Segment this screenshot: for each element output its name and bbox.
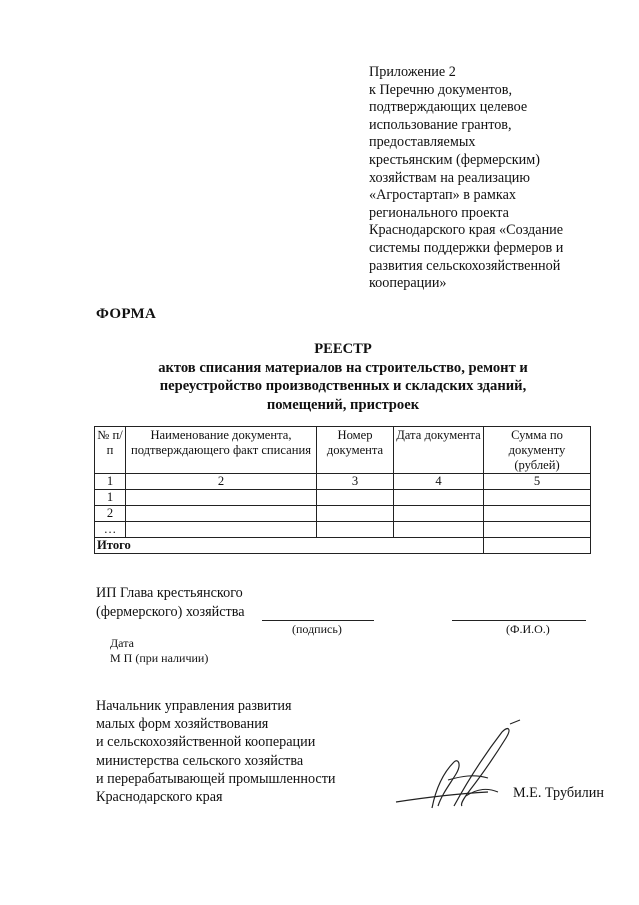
table-cell [484,490,591,506]
appendix-note [369,64,619,293]
table-cell [126,490,317,506]
appendix-line: предоставляемых [369,134,476,151]
appendix-line: развития сельскохозяйственной [369,257,561,274]
fio-caption: (Ф.И.О.) [506,622,550,636]
registry-subtitle-line: актов списания материалов на строительство, ремонт и [158,359,528,376]
official-title-line: Краснодарского края [96,789,223,806]
farm-head-signoff [96,584,245,621]
table-cell [317,506,394,522]
appendix-line: системы поддержки фермеров и [369,239,564,256]
total-label: Итого [95,538,484,554]
column-number-cell: 4 [394,474,484,490]
appendix-line: Краснодарского края «Создание [369,222,564,239]
total-row [95,538,591,554]
registry-subtitle-line: переустройство производственных и складских зданий, [159,378,527,395]
column-number-row [95,474,591,490]
appendix-line: «Агростартап» в рамках [369,187,516,204]
form-label: ФОРМА [96,306,157,322]
registry-title: РЕЕСТР [314,341,372,357]
column-number-cell: 5 [484,474,591,490]
row-index-cell: 1 [95,490,126,506]
appendix-line: к Перечню документов, [369,81,513,98]
date-stamp-block [110,636,208,665]
official-title-line: и перерабатывающей промышленности [96,770,336,787]
registry-heading [96,340,590,414]
official-title-line: министерства сельского хозяйства [96,752,304,769]
appendix-line: регионального проекта [369,204,509,221]
official-title-line: и сельскохозяйственной кооперации [96,734,316,751]
header-cell-amount: Сумма по документу (рублей) [484,427,591,474]
table-cell [317,490,394,506]
official-name: М.Е. Трубилин [513,785,604,801]
column-number-cell: 1 [95,474,126,490]
appendix-line: Приложение 2 [369,64,456,80]
column-number-cell: 3 [317,474,394,490]
fio-line [452,620,586,621]
stamp-label: М П (при наличии) [110,650,209,665]
header-cell-document-name: Наименование документа, подтверждающего факт списания [126,427,317,474]
table-cell [394,522,484,538]
table-cell [126,522,317,538]
appendix-line: использование грантов, [369,116,512,133]
row-index-cell: … [95,522,126,538]
farm-head-line: ИП Глава крестьянского [96,585,243,601]
header-cell-document-date: Дата документа [394,427,484,474]
table-cell [317,522,394,538]
header-cell-number: № п/п [95,427,126,474]
table-cell [484,506,591,522]
signature-caption: (подпись) [292,622,342,636]
appendix-line: подтверждающих целевое [369,99,528,116]
official-title-block [96,697,336,806]
registry-table [94,426,591,554]
signature-line [262,620,374,621]
handwritten-signature [392,718,532,818]
table-row [95,490,591,506]
date-label: Дата [110,636,134,650]
row-index-cell: 2 [95,506,126,522]
appendix-line: крестьянским (фермерским) [369,151,540,168]
official-title-line: Начальник управления развития [96,698,292,714]
header-cell-document-number: Номер документа [317,427,394,474]
table-row [95,506,591,522]
column-number-cell: 2 [126,474,317,490]
appendix-line: хозяйствам на реализацию [369,169,530,186]
table-cell [484,522,591,538]
table-header-row [95,427,591,474]
table-cell [394,490,484,506]
table-row [95,522,591,538]
registry-subtitle-line: помещений, пристроек [266,396,420,413]
farm-head-line: (фермерского) хозяйства [96,603,245,620]
table-cell [394,506,484,522]
total-value-cell [484,538,591,554]
official-title-line: малых форм хозяйствования [96,716,269,733]
appendix-line: кооперации» [369,275,447,292]
table-cell [126,506,317,522]
